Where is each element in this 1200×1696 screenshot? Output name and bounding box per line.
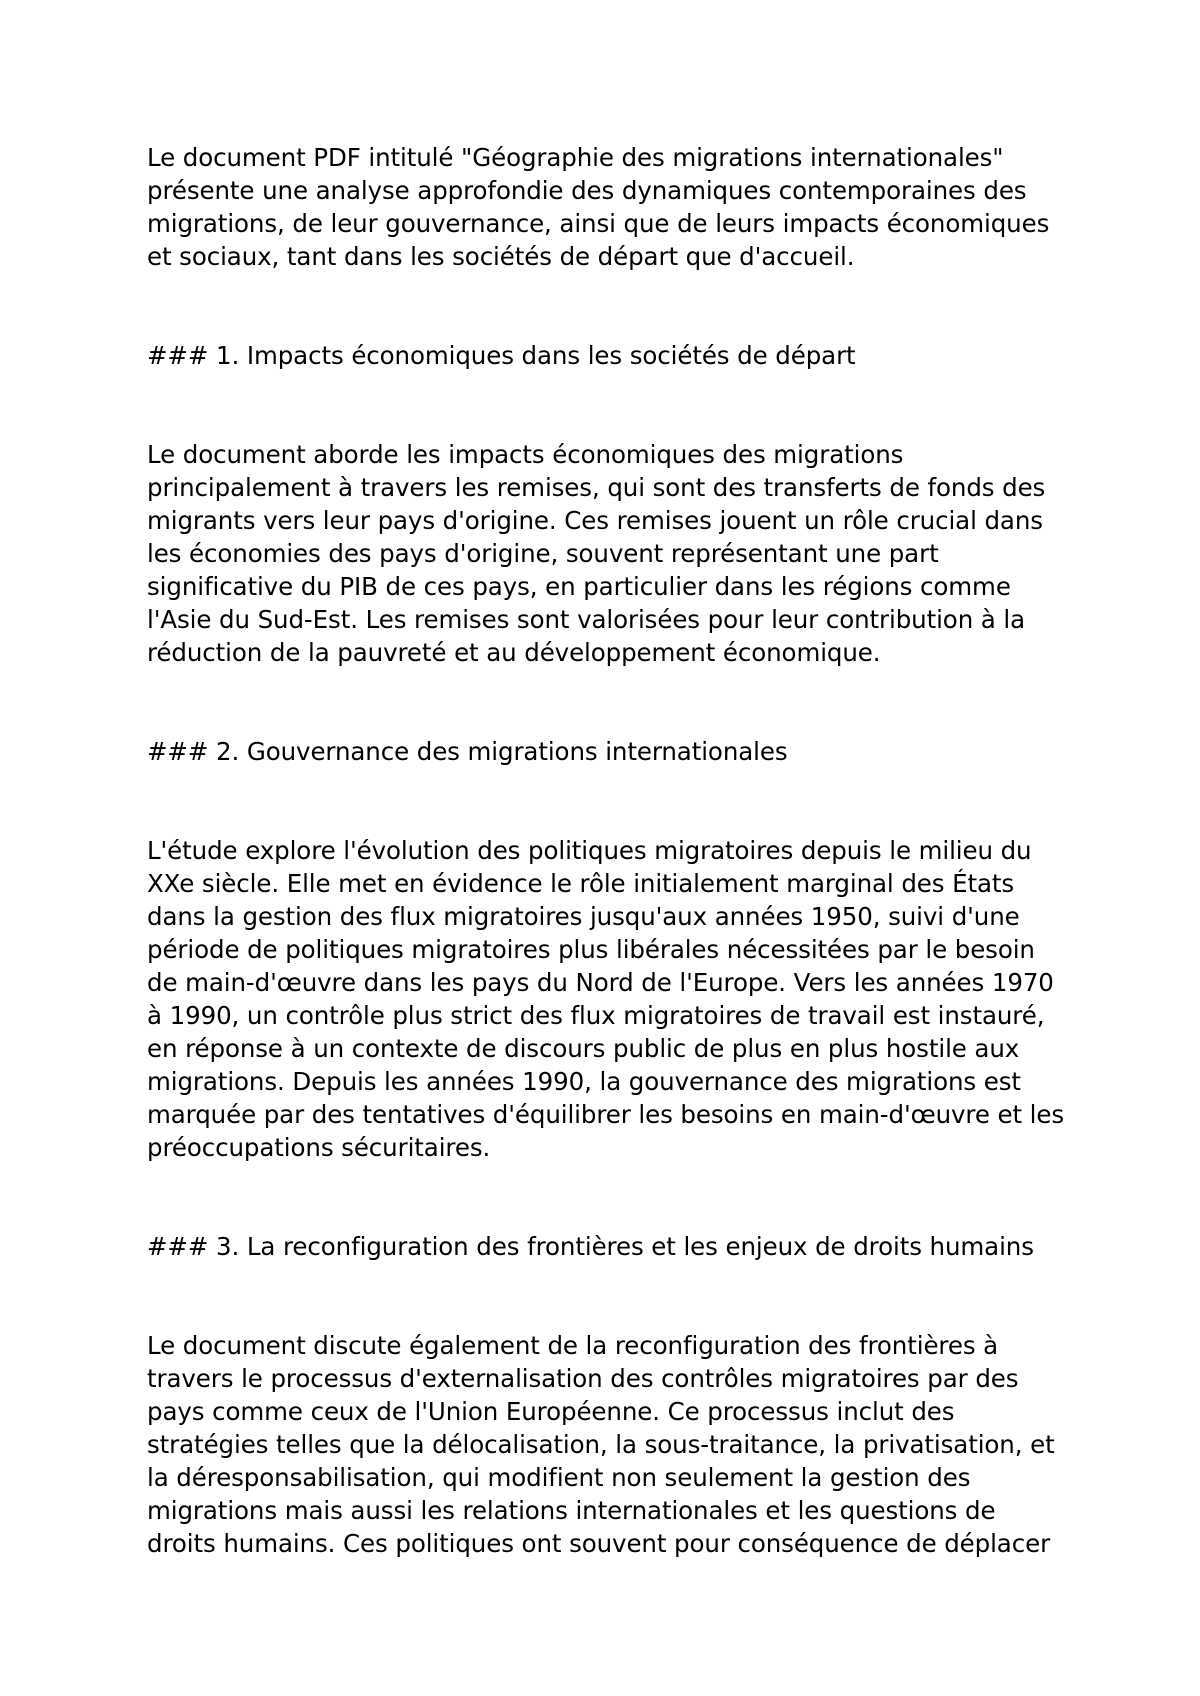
section-heading-3: ### 3. La reconfiguration des frontières et les enjeux de droits humains bbox=[147, 1232, 1034, 1261]
intro-paragraph: Le document PDF intitulé "Géographie des migrations internationales" présente une analyse approfondie des dynamiques contemporaines des migrations, de leur gouvernance, ainsi que de leurs impacts économiques et sociaux, tant dans les sociétés de départ que d'accueil. bbox=[147, 143, 1050, 271]
section-body-3: Le document discute également de la reconfiguration des frontières à travers le processus d'externalisation des contrôles migratoires par des pays comme ceux de l'Union Européenne. Ce processus inclut des stratégies telles que la délocalisation, la sous-traitance, la privatisation, et la déresponsabilisation, qui modifient non seulement la gestion des migrations mais aussi les relations internationales et les questions de droits humains. Ces politiques ont souvent pour conséquence de déplacer bbox=[147, 1331, 1055, 1558]
section-body-2: L'étude explore l'évolution des politiques migratoires depuis le milieu du XXe siècle. Elle met en évidence le rôle initialement marginal des États dans la gestion des flux migratoires jusqu'aux années 1950, suivi d'une période de politiques migratoires plus libérales nécessitées par le besoin de main-d'œuvre dans les pays du Nord de l'Europe. Vers les années 1970 à 1990, un contrôle plus strict des flux migratoires de travail est instauré, en réponse à un contexte de discours public de plus en plus hostile aux migrations. Depuis les années 1990, la gouvernance des migrations est marquée par des tentatives d'équilibrer les besoins en main-d'œuvre et les préoccupations sécuritaires. bbox=[147, 836, 1065, 1162]
document-content bbox=[147, 141, 1067, 1560]
section-heading-2: ### 2. Gouvernance des migrations internationales bbox=[147, 737, 788, 766]
section-heading-1: ### 1. Impacts économiques dans les sociétés de départ bbox=[147, 341, 856, 370]
section-body-1: Le document aborde les impacts économiques des migrations principalement à travers les remises, qui sont des transferts de fonds des migrants vers leur pays d'origine. Ces remises jouent un rôle crucial dans les économies des pays d'origine, souvent représentant une part significative du PIB de ces pays, en particulier dans les régions comme l'Asie du Sud-Est. Les remises sont valorisées pour leur contribution à la réduction de la pauvreté et au développement économique. bbox=[147, 440, 1046, 667]
